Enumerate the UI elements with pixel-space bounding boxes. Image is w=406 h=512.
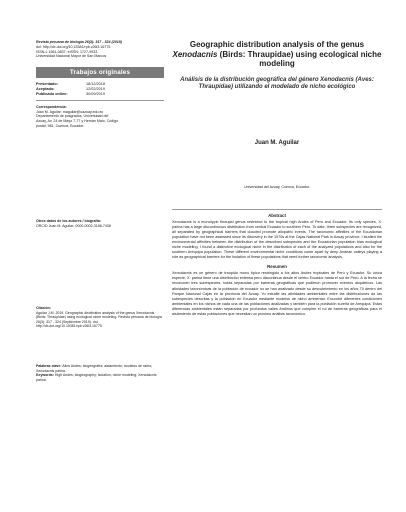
subtitle-part: Análisis de la distribución geográfica del género bbox=[180, 76, 319, 83]
left-column bbox=[36, 40, 164, 128]
subtitle-part: (Aves: Thraupidae) utilizando el modelado de nicho ecológico bbox=[198, 76, 374, 91]
date-key: Presentado: bbox=[36, 82, 58, 87]
resumen-text: Xenodacnis es un género de traupido mono típico restringido a los altos Andes tropicales de Perú y Ecuador. Su única especie, X. parina tiene una distribución extensa pero discontinua desde el centro Ecuador hasta el sur de Perú. A la fecha se reconocen tres subespecies, todas separadas por barreras geográficas que pudieron promover eventos alopátricos. Las afinidades taxonómicas de la población de ecuador no se han analizado desde su descubrimiento en los años 70 dentro del Parque Nacional Cajas en la provincia del Azuay. Yo estudié las afinidades ambientales entre las distribuciones de las subespecies descritas y la población en Ecuador mediante modelos de nicho ambiental. Encontré diferentes condiciones ambientales en los nichos de cada una de las poblaciones analizadas y también para la población sureña de Arequipa. Estas diferencias ambientales están separadas por profundos valles Andinos que cumplen el rol de barreras geográficas para el aislamiento de estas poblaciones que necesitan un próximo análisis taxonómico. bbox=[172, 271, 382, 316]
other-data-heading: Otros datos de los autores / biografía: bbox=[36, 219, 101, 223]
other-data-block bbox=[36, 219, 164, 228]
date-key: Publicado online: bbox=[36, 92, 68, 97]
citation-block bbox=[36, 306, 164, 329]
journal-issn: ISSN-L 1561-0837; eISSN: 1727-9933 bbox=[36, 49, 98, 54]
author-affiliation: Universidad del Azuay, Cuenca, Ecuador. bbox=[244, 185, 310, 189]
divider bbox=[36, 100, 164, 101]
title-part: (Birds: Thraupidae) using ecological niche modeling bbox=[219, 49, 382, 69]
journal-name: Revista peruana de biología 26(3): 317 - 324 (2019) bbox=[36, 40, 122, 44]
keywords-block bbox=[36, 364, 164, 382]
right-column bbox=[172, 40, 382, 92]
subtitle-genus: Xenodacnis bbox=[320, 76, 354, 83]
journal-doi[interactable]: doi: http://dx.doi.org/10.15381/rpb.v26i3.16775 bbox=[36, 44, 111, 49]
abstract-section bbox=[172, 209, 382, 510]
keywords-es: Altos Andes; biogeografía; aislamiento; modelos de nicho; Xenodacnis parina. bbox=[36, 364, 153, 373]
journal-university: Universidad Nacional Mayor de San Marcos bbox=[36, 54, 107, 59]
dates-block bbox=[36, 82, 164, 97]
correspondence-email[interactable]: Juan M. Aguilar: maguilar@uazuay.edu.ec bbox=[36, 109, 104, 114]
date-value: 30/09/2019 bbox=[86, 92, 106, 97]
section-label: Trabajos originales bbox=[36, 67, 164, 78]
correspondence-line: Departamento de posgrados, Universidad del bbox=[36, 114, 109, 119]
resumen-heading: Resumen bbox=[267, 264, 287, 270]
journal-info bbox=[36, 40, 164, 59]
date-key: Aceptado: bbox=[36, 87, 55, 92]
title-part: Geographic distribution analysis of the genus bbox=[189, 40, 365, 49]
correspondence-heading: Correspondencia: bbox=[36, 105, 67, 110]
date-value: 12/02/2019 bbox=[86, 87, 106, 92]
correspondence-line: Azuay, Av. 24 de Mayo 7-77 y Hernán Malo, Código bbox=[36, 118, 119, 123]
keywords-en: High Andes; biogeography; isolation; niche modeling; Xenodacnis parina. bbox=[36, 373, 157, 382]
date-value: 18/12/2018 bbox=[86, 82, 106, 87]
article-subtitle bbox=[172, 77, 382, 92]
article-title bbox=[172, 40, 382, 69]
author-name: Juan M. Aguilar bbox=[254, 140, 300, 146]
citation-heading: Citación: bbox=[36, 306, 51, 310]
orcid-line[interactable]: ORCID Juan M. Aguilar: 0000-0002-3186-7438 bbox=[36, 223, 111, 228]
keywords-es-heading: Palabras clave: bbox=[36, 364, 62, 368]
abstract-heading: Abstract bbox=[268, 213, 286, 218]
citation-text: Aguilar J.M. 2019. Geographic distribution analysis of the genus Xenodacnis (Birds: Thraupidae) using ecological niche modeling. Revista peruana de biología 26(3): 317 - 324 (Septiembre 2019). doi: http://dx.doi.org/10.15381/rpb.v26i3.16775 bbox=[36, 310, 162, 328]
date-row bbox=[36, 92, 164, 97]
title-genus: Xenodacnis bbox=[172, 49, 218, 59]
correspondence-block bbox=[36, 105, 164, 128]
abstract-text: Xenodacnis is a monotypic thraupid genus restricted to the tropical high Andes of Peru and Ecuador. Its only species, X. parina has a large discontinuous distribution from central Ecuador to southern Peru. To date, three subspecies are recognized, all separated by geographical barriers that clouded promote allopatric events. The taxonomic affinities of the Ecuadorian population have not been assessed since its discovery in the 1970s at the Cajas National Park in Azuay province. I studied the environmental affinities between the distribution of the described subspecies and the Ecuadorian population bias ecological niche modeling. I found a distinctive ecological niche in the distribution of each of the analyzed populations and also for the southern Arequipa population. These different environmental niche conditions come apart by deep Andean valleys playing a role as geographical barriers for the isolation of these populations that need further taxonomic analysis. bbox=[172, 220, 382, 260]
keywords-en-heading: Keywords: bbox=[36, 373, 54, 377]
correspondence-line: postal: 981, Cuenca, Ecuador. bbox=[36, 123, 85, 128]
